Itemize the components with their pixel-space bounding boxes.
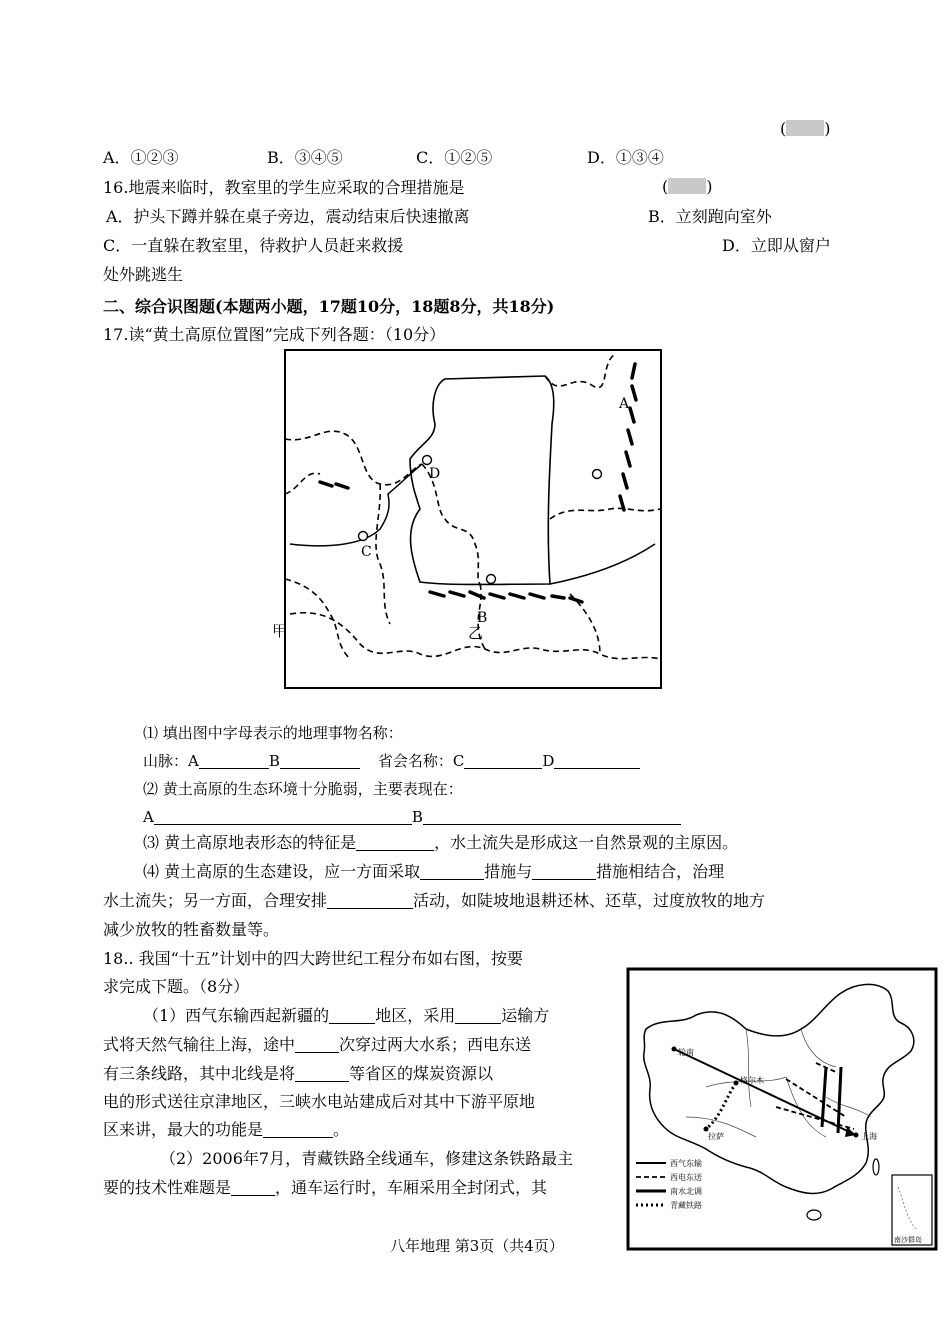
text: 。 bbox=[333, 1120, 350, 1139]
q16-option-d-cont: 处外跳逃生 bbox=[103, 265, 184, 284]
loess-plateau-map bbox=[270, 344, 670, 696]
label-a: A bbox=[619, 396, 630, 412]
q15-option-b: B．③④⑤ bbox=[267, 148, 343, 167]
q18-stem2: 求完成下题。（8分） bbox=[103, 977, 250, 996]
label-shanghai: 上海 bbox=[861, 1132, 877, 1141]
blank-q18-3[interactable] bbox=[295, 1036, 339, 1053]
text: 式将天然气输往上海，途中 bbox=[103, 1035, 296, 1054]
blank-capital-d[interactable] bbox=[554, 752, 640, 769]
mountain-a bbox=[620, 364, 636, 510]
text: ，通车运行时，车厢采用全封闭式，其 bbox=[275, 1178, 548, 1197]
q17-p1: ⑴ 填出图中字母表示的地理事物名称： bbox=[143, 724, 403, 742]
text: 区来讲，最大的功能是 bbox=[103, 1120, 264, 1139]
answer-box[interactable] bbox=[668, 178, 706, 194]
q16-option-b: B．立刻跑向室外 bbox=[648, 207, 772, 226]
q15-option-c: C．①②⑤ bbox=[416, 148, 493, 167]
p4-part3: 措施相结合，治理 bbox=[596, 862, 725, 881]
answer-box[interactable] bbox=[786, 120, 824, 136]
q16-option-c: C．一直躲在教室里，待救护人员赶来救援 bbox=[103, 236, 404, 255]
q16-answer-paren bbox=[662, 176, 713, 198]
text: 地区，采用 bbox=[375, 1006, 456, 1025]
blank-q18-5[interactable] bbox=[263, 1121, 333, 1138]
label-lhasa: 拉萨 bbox=[708, 1132, 724, 1141]
city-gelmud-dot bbox=[734, 1081, 739, 1086]
china-projects-map bbox=[626, 967, 938, 1251]
q17-stem: 17.读“黄土高原位置图”完成下列各题：（10分） bbox=[103, 325, 446, 344]
blank-p4-c[interactable] bbox=[327, 892, 413, 909]
blank-p3[interactable] bbox=[356, 834, 434, 851]
q18-p1-l2 bbox=[103, 1034, 531, 1056]
city-shanghai-dot bbox=[854, 1133, 859, 1138]
city-taiyuan bbox=[593, 470, 602, 479]
section2-heading: 二、综合识图题(本题两小题，17题10分，18题8分，共18分) bbox=[103, 297, 555, 316]
city-xian bbox=[487, 575, 496, 584]
blank-mountain-a[interactable] bbox=[199, 752, 269, 769]
blank-p2-b[interactable] bbox=[423, 808, 681, 825]
label-lunnan: 轮南 bbox=[678, 1048, 694, 1057]
label-jia: 甲 bbox=[272, 622, 288, 640]
text: 有三条线路，其中北线是将 bbox=[103, 1064, 296, 1083]
blank-q18-4[interactable] bbox=[295, 1065, 349, 1082]
q15-option-a: A．①②③ bbox=[103, 148, 179, 167]
blank-capital-c[interactable] bbox=[464, 752, 542, 769]
page-footer: 八年地理 第3页（共4页） bbox=[390, 1237, 564, 1255]
p3-before: ⑶ 黄土高原地表形态的特征是 bbox=[143, 833, 357, 852]
city-lunnan-dot bbox=[672, 1047, 677, 1052]
city-d bbox=[423, 456, 432, 465]
q16-option-a: A．护头下蹲并躲在桌子旁边，震动结束后快速撤离 bbox=[106, 207, 470, 226]
blank-p2-a[interactable] bbox=[154, 808, 412, 825]
p3-after: ，水土流失是形成这一自然景观的主原因。 bbox=[434, 833, 739, 852]
p4-line2-before: 水土流失；另一方面，合理安排 bbox=[103, 891, 328, 910]
q17-p3 bbox=[143, 832, 738, 854]
p4-part1: ⑷ 黄土高原的生态建设，应一方面采取 bbox=[143, 862, 421, 881]
city-lhasa-dot bbox=[704, 1127, 709, 1132]
q18-p1-l5 bbox=[103, 1119, 349, 1141]
blank-p4-b[interactable] bbox=[532, 863, 596, 880]
q18-p1-l3 bbox=[103, 1063, 493, 1085]
blank-q18-6[interactable] bbox=[231, 1179, 275, 1196]
legend-power: 西电东送 bbox=[670, 1173, 702, 1182]
label-c: C bbox=[361, 544, 372, 560]
q18-stem1: 18.. 我国“十五”计划中的四大跨世纪工程分布如右图，按要 bbox=[103, 949, 523, 968]
inset-frame bbox=[892, 1175, 932, 1245]
text: 等省区的煤炭资源以 bbox=[349, 1064, 494, 1083]
p2-b-label: B bbox=[411, 808, 423, 826]
paren-right: ) bbox=[824, 119, 831, 138]
river-line bbox=[290, 464, 422, 546]
label-gelmud: 格尔木 bbox=[740, 1076, 764, 1085]
paren-left: ( bbox=[780, 119, 787, 138]
q17-p1-line bbox=[143, 751, 640, 771]
p4-line2-after: 活动，如陡坡地退耕还林、还草，过度放牧的地方 bbox=[413, 891, 766, 910]
p4-part2: 措施与 bbox=[484, 862, 533, 881]
mountain-west bbox=[320, 482, 348, 488]
q16-stem: 16.地震来临时，教室里的学生应采取的合理措施是 bbox=[103, 178, 465, 197]
q16-option-d: D．立即从窗户 bbox=[722, 236, 831, 255]
label-yi: 乙 bbox=[468, 624, 484, 642]
mountain-b bbox=[430, 592, 582, 602]
city-c bbox=[359, 532, 368, 541]
blank-q18-2[interactable] bbox=[455, 1007, 501, 1024]
p2-a-label: A bbox=[143, 808, 154, 826]
text: （1）西气东输西起新疆的 bbox=[143, 1006, 330, 1025]
q15-option-d: D．①③④ bbox=[587, 148, 664, 167]
q17-p4-line2 bbox=[103, 890, 765, 912]
q17-p2-line bbox=[143, 807, 681, 827]
inset-label: 南沙群岛 bbox=[894, 1236, 922, 1244]
province-borders bbox=[285, 354, 660, 659]
capital-d-label: D bbox=[542, 752, 555, 770]
q18-p2-l1: （2）2006年7月，青藏铁路全线通车，修建这条铁路最主 bbox=[160, 1149, 574, 1168]
label-d: D bbox=[429, 466, 441, 482]
mountain-a-label: 山脉：A bbox=[143, 752, 199, 770]
q18-p1-l1 bbox=[143, 1005, 549, 1027]
q18-p1-l4: 电的形式送往京津地区，三峡水电站建成后对其中下游平原地 bbox=[103, 1092, 536, 1111]
blank-q18-1[interactable] bbox=[329, 1007, 375, 1024]
legend-water: 南水北调 bbox=[670, 1187, 702, 1196]
q15-answer-paren bbox=[780, 118, 831, 140]
capital-c-label: 省会名称：C bbox=[377, 752, 465, 770]
legend-railway: 青藏铁路 bbox=[670, 1201, 702, 1210]
paren-right: ) bbox=[706, 177, 713, 196]
text: 运输方 bbox=[501, 1006, 550, 1025]
q17-p4-line3: 减少放牧的牲畜数量等。 bbox=[103, 920, 280, 939]
text: 次穿过两大水系；西电东送 bbox=[339, 1035, 532, 1054]
q17-p2: ⑵ 黄土高原的生态环境十分脆弱，主要表现在： bbox=[143, 780, 463, 798]
text: 要的技术性难题是 bbox=[103, 1178, 232, 1197]
label-b: B bbox=[477, 610, 488, 626]
blank-mountain-b[interactable] bbox=[280, 752, 360, 769]
mountain-b-label: B bbox=[268, 752, 280, 770]
river-east bbox=[550, 544, 655, 584]
legend-gas: 西气东输 bbox=[670, 1159, 702, 1168]
blank-p4-a[interactable] bbox=[420, 863, 484, 880]
paren-left: ( bbox=[662, 177, 669, 196]
q17-p4-line1 bbox=[143, 861, 724, 883]
q18-p2-l2 bbox=[103, 1177, 547, 1199]
